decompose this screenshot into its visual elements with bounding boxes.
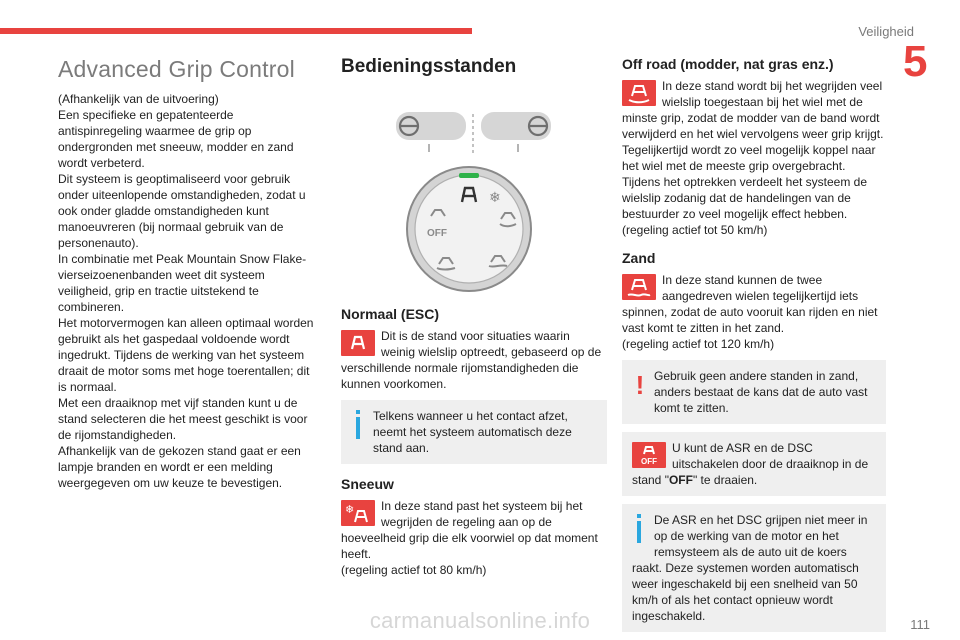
chapter-number: 5 <box>903 37 928 86</box>
paragraph: In combinatie met Peak Mountain Snow Flake-vierseizoenenbanden weet dit systeem veiligheid, grip en tractie uitstekend te combineren. <box>58 252 307 314</box>
info-icon <box>351 410 365 440</box>
watermark: carmanualsonline.info <box>369 608 591 633</box>
esc-car-icon <box>341 330 375 356</box>
mode-speed-note: (regeling actief tot 80 km/h) <box>341 563 487 577</box>
mode-heading: Normaal (ESC) <box>341 306 440 322</box>
mode-description: In deze stand past het systeem bij het wegrijden de regeling aan op de hoeveelheid grip die elk voorwiel op dat moment heeft. <box>341 499 598 561</box>
column-bedieningsstanden <box>341 56 607 578</box>
mode-zand <box>622 250 886 424</box>
knob-illustration <box>341 84 607 294</box>
paragraph: Een specifieke en gepatenteerde antispinregeling waarmee de grip op ondergronden met sneeuw, modder en zand wordt verbeterd. <box>58 108 294 170</box>
paragraph: Dit systeem is geoptimaliseerd voor gebruik onder uiteenlopende omstandigheden, zodat u ook onder gladde omstandigheden kunt manoeuvreren (bij normaal gebruik van de personenauto). <box>58 172 306 250</box>
mode-description: In deze stand wordt bij het wegrijden veel wielslip toegestaan bij het wiel met de minste grip, zodat de modder van de band wordt verwijderd en het wiel vervolgens weer grip krijgt. Tegelijkertijd wordt zo veel mogelijk koppel naar het wiel met de meeste grip overgebracht. Tijdens het optrekken verdeelt het systeem de wielslip zodanig dat de handelingen van de bestuurder zo veel mogelijk effect hebben. <box>622 79 884 221</box>
snow-car-icon <box>341 500 375 526</box>
rotary-knob-diagram <box>341 84 607 294</box>
info-box <box>341 400 607 464</box>
warning-icon: ! <box>635 370 645 400</box>
off-car-icon <box>632 442 666 468</box>
mode-speed-note: (regeling actief tot 50 km/h) <box>622 223 768 237</box>
mode-description: In deze stand kunnen de twee aangedreven wielen tegelijkertijd iets spinnen, zodat de auto vooruit kan rijden en niet vast komt te zitten in het zand. <box>622 273 878 335</box>
mode-speed-note: (regeling actief tot 120 km/h) <box>622 337 775 351</box>
svg-text:❄: ❄ <box>345 503 355 516</box>
mud-car-icon <box>622 80 656 106</box>
paragraph: Afhankelijk van de gekozen stand gaat er een lampje branden en wordt er een melding weergegeven om uw keuze te bevestigen. <box>58 444 301 490</box>
off-text-before: U kunt de ASR en de DSC uitschakelen door de draaiknop in de stand " <box>632 441 869 487</box>
mode-heading: Sneeuw <box>341 476 394 492</box>
column-advanced-grip <box>58 56 320 491</box>
section-title: Bedieningsstanden <box>341 56 517 77</box>
info-text: De ASR en het DSC grijpen niet meer in op de werking van de motor en het remsysteem als de auto uit de koers raakt. Deze systemen worden automatisch weer ingeschakeld bij een snelheid van 50 km/h of als het contact opnieuw wordt ingeschakeld. <box>632 513 868 623</box>
info-text: Telkens wanneer u het contact afzet, neemt het systeem automatisch deze stand aan. <box>373 409 572 455</box>
column-modes <box>622 56 886 632</box>
sand-car-icon <box>622 274 656 300</box>
mode-heading: Zand <box>622 250 656 266</box>
mode-offroad <box>622 56 886 238</box>
off-mode-box <box>622 432 886 496</box>
off-icon-label: OFF <box>641 457 657 466</box>
paragraph: (Afhankelijk van de uitvoering) <box>58 92 219 106</box>
header-accent-bar <box>0 28 472 34</box>
mode-heading: Off road (modder, nat gras enz.) <box>622 56 834 72</box>
paragraph: Het motorvermogen kan alleen optimaal worden gebruikt als het gaspedaal voldoende wordt ingedrukt. Tijdens de werking van het systeem draait de motor soms met hoge toerentallen; dit is normaal. <box>58 316 314 394</box>
off-text-bold: OFF <box>668 473 693 487</box>
mode-sneeuw <box>341 476 607 578</box>
svg-text:❄: ❄ <box>489 190 501 206</box>
knob-off-label: OFF <box>427 228 447 239</box>
section-label: Veiligheid <box>858 24 914 39</box>
warning-text: Gebruik geen andere standen in zand, anders bestaat de kans dat de auto vast komt te zitten. <box>654 369 868 415</box>
mode-description: Dit is de stand voor situaties waarin weinig wielslip optreedt, gebaseerd op de verschillende normale rijomstandigheden die kunnen voorkomen. <box>341 329 602 391</box>
info-icon <box>632 514 646 544</box>
warning-box <box>622 360 886 424</box>
mode-normaal <box>341 306 607 464</box>
off-text-after: " te draaien. <box>692 473 758 487</box>
page-title: Advanced Grip Control <box>58 56 295 82</box>
paragraph: Met een draaiknop met vijf standen kunt u de stand selecteren die het meest geschikt is voor de rijomstandigheden. <box>58 396 308 442</box>
page-number: 111 <box>910 617 930 632</box>
